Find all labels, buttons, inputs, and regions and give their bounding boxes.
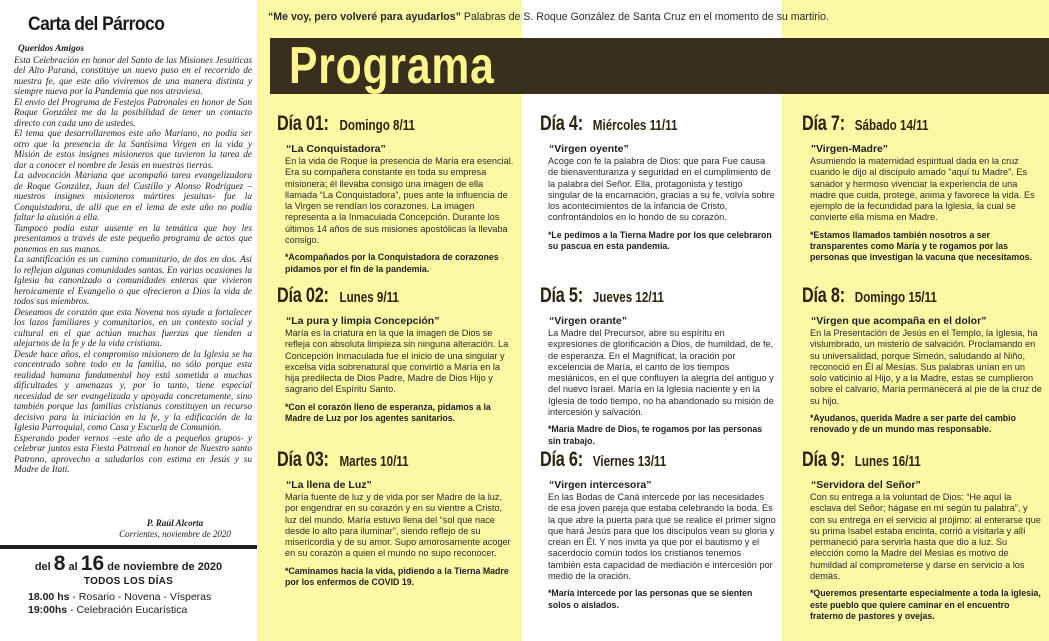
day-date: Viernes 13/11 <box>592 453 667 470</box>
day-intention: *Queremos presentarte especialmente a toda la iglesia, este pueblo que quiere caminar en el encuentro fraterno de pastores y ovejas. <box>810 588 1041 621</box>
program-title: Programa <box>289 37 495 95</box>
day-label: Día 8: <box>802 284 845 307</box>
letter-paragraph: Tampoco podía estar ausente en la temática que hoy les presentamos a través de este pequeño programa de actos que ponemos en sus manos. <box>14 223 252 255</box>
day-date: Miércoles 11/11 <box>592 117 678 134</box>
day-intention: *Acompañados por la Conquistadora de corazones pidamos por el fin de la pandemia. <box>285 252 499 274</box>
day-label: Día 01: <box>277 112 329 135</box>
day-label: Día 6: <box>540 448 583 471</box>
day-intention: *Ayudanos, querida Madre a ser parte del cambio renovado y de un mundo mas responsable. <box>810 413 1016 435</box>
day-label: Día 9: <box>802 448 845 471</box>
day-body: María es la criatura en la que la imagen de Dios se refleja con absoluta limpieza sin ninguna alteración. La Concepción Inmaculada fue el inicio de una singular y excelsa vida sobrenatural que convirtió a María en la hija predilecta de Dios Padre, Madre de Dios Hijo y sagrario del Espíritu Santo. <box>285 328 509 395</box>
day-block <box>540 284 776 447</box>
letter-signature <box>100 518 250 539</box>
day-title: “Virgen oyente” <box>549 143 629 155</box>
schedule-time: 18.00 hs <box>28 591 70 603</box>
day-block <box>802 112 1042 264</box>
day-date: Lunes 9/11 <box>339 289 400 306</box>
schedule-row <box>28 604 211 617</box>
day-date: Domingo 15/11 <box>854 289 937 306</box>
day-label: Día 5: <box>540 284 583 307</box>
day-label: Día 03: <box>277 448 329 471</box>
day-title: “Virgen que acompaña en el dolor” <box>811 315 987 327</box>
day-heading <box>277 284 515 310</box>
day-title: "Virgen-Madre" <box>811 143 888 155</box>
parish-letter-panel <box>0 0 257 641</box>
day-heading <box>802 112 1042 138</box>
day-title: “Virgen intercesora” <box>549 479 652 491</box>
day-date: Martes 10/11 <box>339 453 409 470</box>
day-heading <box>277 112 515 138</box>
signature-place: Corrientes, noviembre de 2020 <box>119 528 231 539</box>
festival-dates <box>0 552 257 576</box>
day-intention: *María intercede por las personas que se sienten solos o aislados. <box>548 588 753 610</box>
letter-paragraph: La santificación es un camino comunitario, de dos en dos. Así lo reflejan algunas comunidades santas. En varias ocasiones la Iglesia ha canonizado a comunidades enteras que vivieron heroicamente el Evangelio o que ofrecieron a Dios la vida de todos sus miembros. <box>14 255 252 307</box>
header-quote <box>268 11 829 23</box>
letter-paragraph: Esta Celebración en honor del Santo de las Misiones Jesuíticas del Alto Paraná, constituye un nuevo paso en el recorrido de nuestra fe, que este año viviremos de una manera distinta y siempre nueva por la Pandemia que nos atraviesa. <box>14 55 252 97</box>
day-block <box>277 448 515 588</box>
day-intention: *María Madre de Dios, te rogamos por las personas sin trabajo. <box>548 424 763 446</box>
day-heading <box>540 112 776 138</box>
daily-schedule <box>28 591 211 617</box>
day-title: “La llena de Luz” <box>286 479 372 491</box>
day-intention: *Con el corazón lleno de esperanza, pidamos a la Madre de Luz por los agentes sanitarios. <box>285 401 491 424</box>
letter-paragraph: El tema que desarrollaremos este año Mariano, no podía ser otro que la presencia de la Santísima Virgen en la vida y Misión de estos insignes misioneros que tuvieron la tarea de dar a conocer el nombre de Jesús en nuestras tierras. <box>14 129 252 171</box>
dates-start: 8 <box>53 552 66 575</box>
day-date: Domingo 8/11 <box>339 117 416 134</box>
quote-source: Palabras de S. Roque González de Santa Cruz en el momento de su martirio. <box>463 11 829 23</box>
day-title: “Servidora del Señor” <box>811 479 921 491</box>
day-date: Sábado 14/11 <box>854 117 929 134</box>
day-body: En la vida de Roque la presencia de María era esencial. Era su compañera constante en toda su empresa misionera; él llevaba consigo una imagen de ella llamada “La Conquistadora”, pues ante la influencia de la Virgen se rendían los corazones. La imagen representa a la Inmaculada Concepción. Durante los últimos 14 años de sus misiones apostólicas la llevaba consigo. <box>285 156 514 246</box>
day-block <box>540 112 776 252</box>
day-block <box>277 284 515 424</box>
day-body: Con su entrega a la voluntad de Dios: “He aquí la esclava del Señor; hágase en mí según tu palabra”, y con su entrega en el servicio al prójimo: al enterarse que su prima Isabel estaba encinta, corrió a visitarla y allí permaneció para servirla hasta que dio a luz. Su elección como la Madre del Mesías es motivo de humildad al comprometerse y darse en servicio a los demás. <box>810 492 1041 582</box>
every-day-label: TODOS LOS DÍAS <box>83 575 174 587</box>
day-body: Acoge con fe la palabra de Dios: que para Fue causa de bienaventuranza y seguridad en el cumplimiento de la palabra del Señor. Ella, protagonista y testigo singular de la encarnación, gracias a su fe, volvía sobre los acontecimientos de la infancia de Cristo, confrontándolos en lo hondo de su corazón. <box>548 156 775 223</box>
day-intention: *Caminamos hacia la vida, pidiendo a la Tierna Madre por los enfermos de COVID 19. <box>285 565 509 588</box>
schedule-text: - Rosario - Novena - Vísperas <box>72 591 212 603</box>
letter-greeting: Queridos Amigos <box>18 44 85 54</box>
day-heading <box>277 448 515 474</box>
quote-text: “Me voy, pero volveré para ayudarlos” <box>268 11 461 23</box>
day-date: Jueves 12/11 <box>592 289 664 306</box>
day-intention: *Estamos llamados también nosotros a ser transparentes como María y te rogamos por las personas que investigan la vacuna que necesitamos. <box>810 229 1032 263</box>
letter-title: Carta del Párroco <box>28 14 165 35</box>
letter-paragraph: El envío del Programa de Festejos Patronales en honor de San Roque González me da la posibilidad de tener un contacto directo con cada uno de ustedes. <box>14 97 252 129</box>
dates-del: del <box>34 561 51 573</box>
day-title: “Virgen orante” <box>549 315 627 327</box>
day-heading <box>802 448 1042 474</box>
day-label: Día 02: <box>277 284 329 307</box>
day-intention: *Le pedimos a la Tierna Madre por los que celebraron su pascua en esta pandemia. <box>548 229 772 252</box>
signature-name: P. Raúl Alcorta <box>146 518 204 528</box>
day-label: Día 7: <box>802 112 845 135</box>
day-body: María fuente de luz y de vida por ser Madre de la luz, por engendrar en su corazón y en su vientre a Cristo, luz del mundo. María estuvo llena del “sol que nace desde lo alto para iluminar”, siendo reflejo de su misericordia y de su amor. Supo amorosamente acoger en su corazón a quien el mundo no supo reconocer. <box>285 492 511 559</box>
day-heading <box>802 284 1042 310</box>
day-body: En la Presentación de Jesús en el Templo, la Iglesia, ha vislumbrado, un misterio de salvación. Proclamando en su universalidad, porque Simeón, saludando al Niño, reconoció en Él al Mesías. Sus palabras unían en un solo vaticinio al Hijo, y a la Madre, estas se cumplieron sobre el calvario, María permanecerá al pie de la cruz de su hijo. <box>810 328 1042 406</box>
day-heading <box>540 284 776 310</box>
day-title: “La Conquistadora” <box>286 143 386 155</box>
divider <box>0 545 257 549</box>
day-block <box>540 448 776 611</box>
day-title: “La pura y limpia Concepción” <box>286 315 440 327</box>
letter-body <box>14 44 252 532</box>
dates-end: 16 <box>80 552 105 575</box>
schedule-row <box>28 591 211 604</box>
day-label: Día 4: <box>540 112 583 135</box>
schedule-text: - Celebración Eucarística <box>70 604 188 616</box>
day-block <box>802 448 1042 622</box>
day-date: Lunes 16/11 <box>854 453 921 470</box>
day-heading <box>540 448 776 474</box>
day-block <box>277 112 515 275</box>
dates-rest: de noviembre de 2020 <box>107 561 223 573</box>
day-body: La Madre del Precursor, abre su espíritu en expresiones de glorificación a Dios, de humildad, de fe, de esperanza. En el Magníficat, la oración por excelencia de María, el canto de los tiempos mesiánicos, en el que confluyen la alegría del antiguo y del nuevo Israel. María en la Iglesia naciente y en la Iglesia de todo tiempo, no ha abandonado su misión de intercesión y salvación. <box>548 328 774 418</box>
day-body: En las Bodas de Caná intercede por las necesidades de esa joven pareja que estaba celebrando la boda. Es la que abre la puerta para que se realice el primer signo que hará Jesús para que los discípulos vean su gloria y crean en Él. Y nos invita ya que por el bautismo y el sacerdocio común todos los cristianos tenemos también esta capacidad de mediación e intercesión por medio de la oración. <box>548 492 776 582</box>
day-block <box>802 284 1042 436</box>
letter-paragraph: Desde hace años, el compromiso misionero de la Iglesia se ha concentrado sobre todo en la familia, no sólo porque esta realidad humana fundamental hoy está sometida a muchas dificultades y amenazas y, por lo tanto, tiene especial necesidad de ser evangelizada y apoyada concretamente, sino también porque las familias cristianas constituyen un recurso decisivo para la iniciación en la fe, y la edificación de la Iglesia Parroquial, como Casa y Escuela de Comunión. <box>14 349 252 433</box>
letter-paragraph: La advocación Mariana que acompañó tarea evangelizadora de Roque González, Juan del Castillo y Alonso Rodríguez –nuestros insignes misioneros mártires jesuitas- fue la Conquistadora, de allí que en el lema de este año no podía faltar la alusión a ella. <box>14 171 252 223</box>
day-body: Asumiendo la maternidad espiritual dada en la cruz cuando le dijo al discípulo amado “aquí tu Madre”. Es sanador y hermoso vivenciar la experiencia de una madre que cuida, protege, anima y favorece la vida. Es ejemplo de la fecundidad para la Iglesia, la cual se convierte ella misma en Madre. <box>810 156 1035 223</box>
letter-paragraph: Esperando poder vernos –este año de a pequeños grupos- y celebrar juntos esta Fiesta Patronal en honor de Nuestro santo Patrono, aprovecho a saludarlos con estima en Jesús y su Madre de Itatí. <box>14 433 252 475</box>
schedule-time: 19:00hs <box>28 604 68 616</box>
letter-paragraph: Deseamos de corazón que esta Novena nos ayude a fortalecer los lazos familiares y comunitarios, en un contexto social y cultural en el que actúan muchas fuerzas que tienden a alejarnos de la fe y de la vida cristiana. <box>14 307 252 349</box>
dates-al: al <box>68 561 78 573</box>
